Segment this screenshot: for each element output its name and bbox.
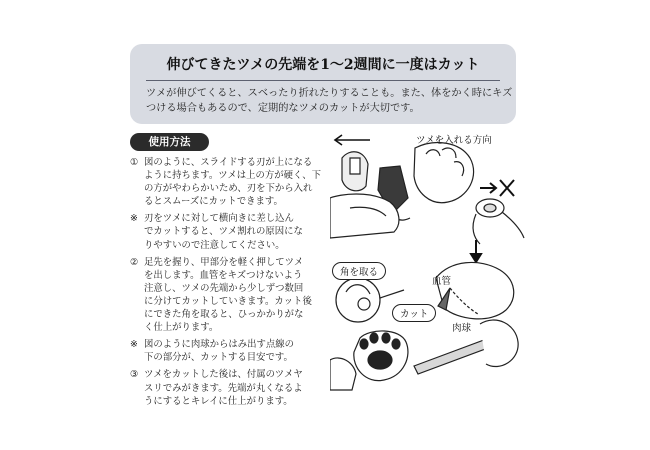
intro-text: [146, 86, 513, 116]
cut-label: カット: [392, 304, 436, 322]
instruction-line: く仕上がります。: [144, 322, 219, 334]
instruction-line: ツメをカットした後は、付属のツメヤ: [144, 369, 303, 381]
instruction-line: りやすいので注意してください。: [144, 239, 285, 251]
instruction-step-3: [130, 368, 325, 407]
wrong-direction-x-icon: [480, 180, 514, 196]
usage-label: 使用方法: [130, 133, 209, 151]
instruction-line: 注意し、ツメの先端から少しずつ数回: [144, 282, 304, 294]
instruction-line: ように持ちます。ツメは上の方が硬く、下: [144, 170, 321, 182]
direction-label: ツメを入れる方向: [416, 135, 492, 146]
paw-icon: [414, 143, 474, 203]
note-mark: ※: [130, 339, 138, 351]
step-mark: ③: [130, 369, 139, 381]
instruction-line: るとスムーズにカットできます。: [144, 196, 283, 208]
instruction-line: に分けてカットしていきます。カット後: [144, 295, 312, 307]
instruction-step-2: [130, 256, 325, 335]
intro-box: [130, 44, 516, 124]
instruction-note-1: [130, 212, 325, 251]
hand-icon: [330, 194, 399, 238]
vessel-label: 血管: [432, 276, 452, 287]
instruction-line: の方がやわらかいため、刃を下から入れ: [144, 183, 313, 195]
clipper-side-icon: [473, 199, 524, 244]
step-mark: ②: [130, 256, 139, 268]
instruction-line: 刃をツメに対して横向きに差し込ん: [144, 213, 294, 225]
paw-pad-icon: [354, 331, 408, 381]
nail-detail-icon: [436, 262, 514, 318]
instruction-note-2: [130, 338, 325, 364]
instruction-line: を出します。血管をキズつけないよう: [144, 269, 303, 281]
instruction-line: でカットすると、ツメ割れの原因にな: [144, 226, 303, 238]
step-mark: ①: [130, 157, 139, 168]
intro-title: 伸びてきたツメの先端を1〜2週間に一度はカット: [166, 57, 480, 73]
instruction-line: にできた角を取ると、ひっかかりがな: [144, 309, 304, 321]
pad-label: 肉球: [452, 323, 472, 334]
corner-label: 角を取る: [332, 262, 386, 280]
instruction-line: スリでみがきます。先端が丸くなるよ: [144, 382, 303, 394]
instruction-step-1: [130, 156, 325, 208]
instruction-line: 図のように肉球からはみ出す点線の: [144, 339, 295, 351]
usage-illustration: [330, 128, 525, 398]
intro-divider: [146, 80, 500, 81]
scissors-direction-arrow-icon: [335, 135, 370, 145]
instruction-line: うにするとキレイに仕上がります。: [144, 395, 293, 407]
note-mark: ※: [130, 213, 138, 225]
instruction-line: 図のように、スライドする刃が上になる: [144, 157, 313, 168]
intro-line: つける場合もあるので、定期的なツメのカットが大切です。: [146, 103, 420, 114]
instruction-line: 下の部分が、カットする目安です。: [144, 352, 293, 364]
instruction-line: 足先を握り、甲部分を軽く押してツメ: [144, 256, 304, 268]
usage-instructions: [130, 156, 325, 412]
intro-line: ツメが伸びてくると、スベったり折れたりすることも。また、体をかく時にキズ: [146, 88, 513, 99]
